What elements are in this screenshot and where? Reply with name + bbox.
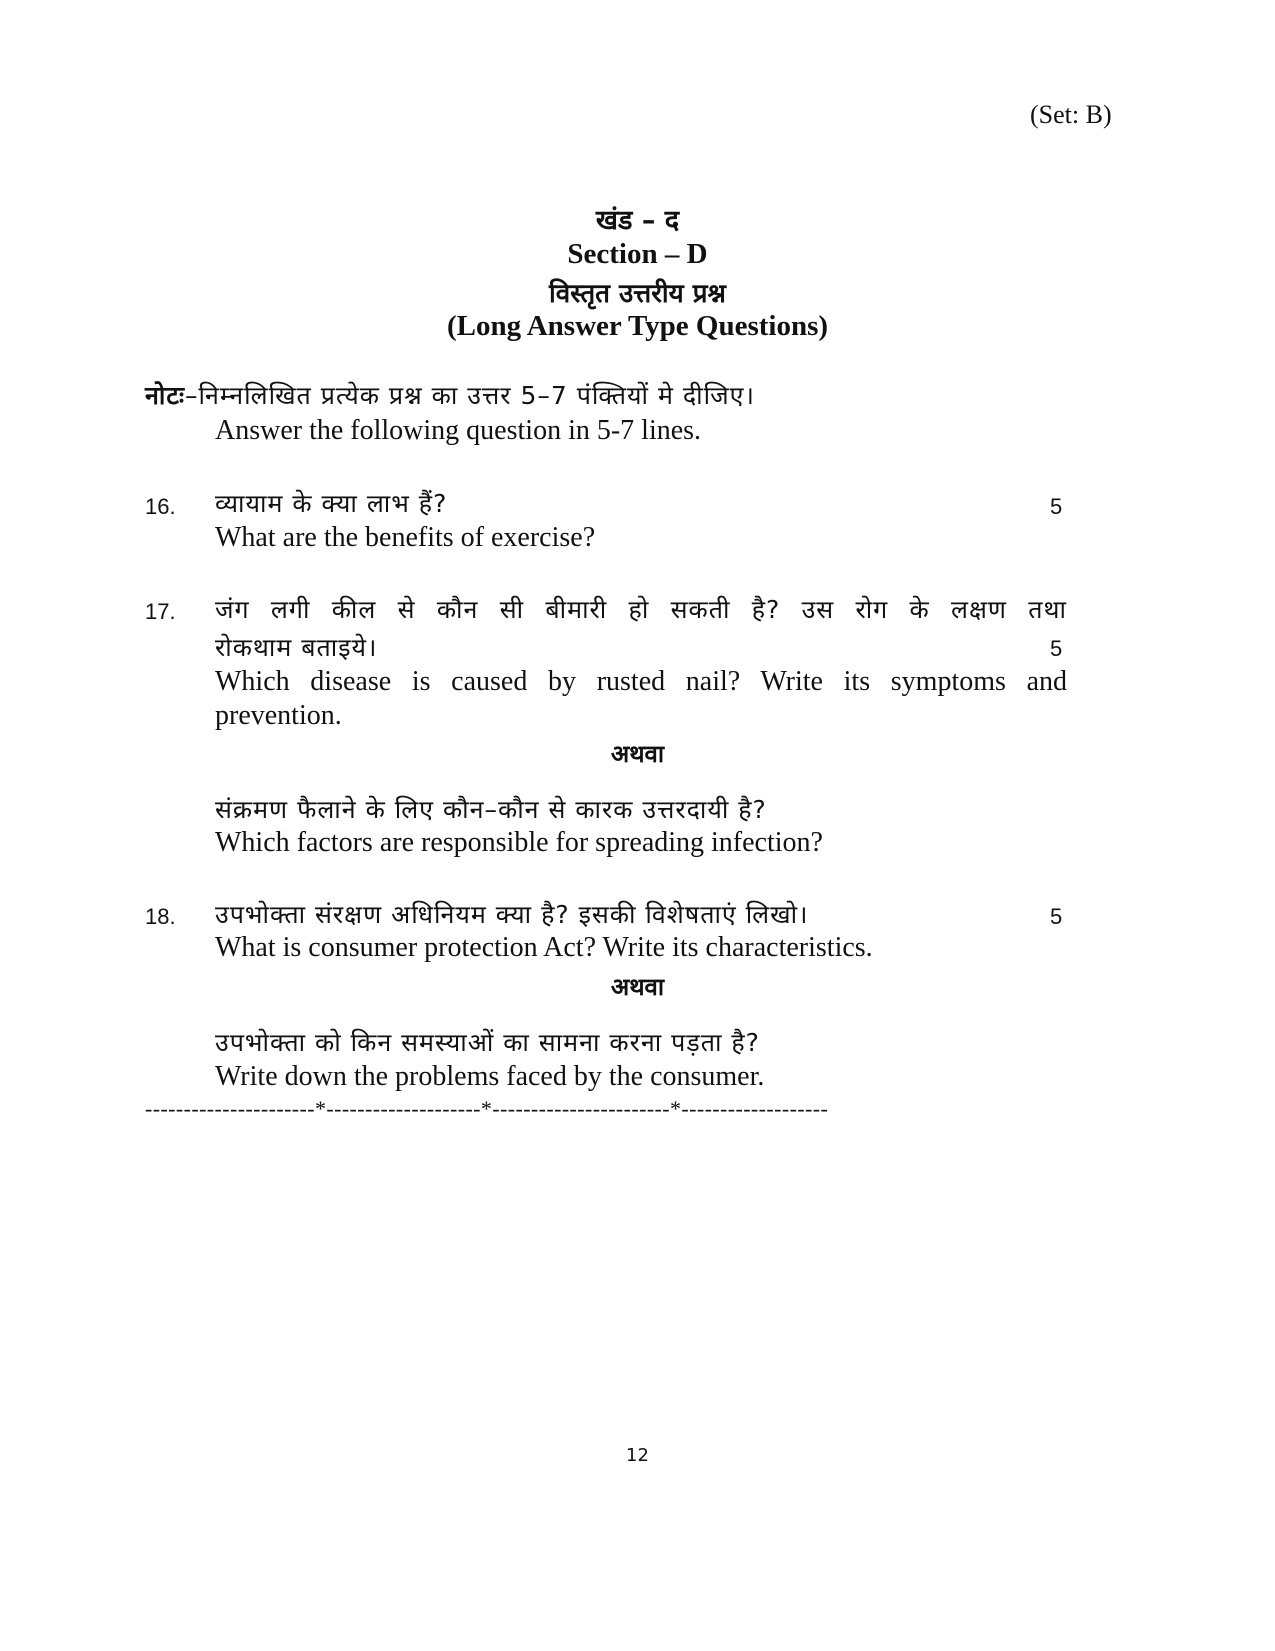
question-16-number: 16.: [145, 494, 176, 519]
question-18-marks: 5: [1050, 904, 1063, 929]
question-16-english: What are the benefits of exercise?: [215, 522, 596, 553]
note-hindi-line: [145, 378, 755, 412]
page-number: 12: [626, 1445, 649, 1466]
note-label: नोटः: [145, 381, 186, 410]
question-18-alt-hindi: उपभोक्ता को किन समस्याओं का सामना करना पड़ता है?: [215, 1028, 760, 1057]
section-english-title: Section – D: [567, 238, 708, 270]
question-17-english-line2: prevention.: [215, 700, 342, 731]
question-17-alt-english: Which factors are responsible for spreading infection?: [215, 827, 823, 858]
question-17-alt-hindi: संक्रमण फैलाने के लिए कौन–कौन से कारक उत्तरदायी है?: [215, 795, 767, 824]
question-18-number: 18.: [145, 904, 176, 929]
question-17-marks: 5: [1050, 636, 1063, 661]
question-16-marks: 5: [1050, 494, 1063, 519]
section-hindi-title: खंड – द: [595, 205, 680, 236]
note-english: Answer the following question in 5-7 lines.: [215, 415, 702, 446]
question-17-number: 17.: [145, 599, 176, 624]
set-label: (Set: B): [1030, 100, 1112, 129]
question-18-or-label: अथवा: [610, 973, 665, 1001]
question-18-hindi: उपभोक्ता संरक्षण अधिनियम क्या है? इसकी विशेषताएं लिखो।: [215, 900, 809, 929]
question-17-hindi-line1: जंग लगी कील से कौन सी बीमारी हो सकती है? उस रोग के लक्षण तथा: [215, 595, 1067, 624]
question-18-alt-english: Write down the problems faced by the consumer.: [215, 1061, 765, 1092]
note-hindi: –निम्नलिखित प्रत्येक प्रश्न का उत्तर 5–7 पंक्तियों मे दीजिए।: [185, 381, 755, 410]
section-english-subtitle: (Long Answer Type Questions): [446, 310, 829, 342]
question-17-english-line1: Which disease is caused by rusted nail? Write its symptoms and: [215, 666, 1067, 697]
section-hindi-subtitle: विस्तृत उत्तरीय प्रश्न: [549, 279, 726, 309]
question-17-or-label: अथवा: [610, 740, 665, 768]
end-divider: ----------------------*--------------------*-----------------------*-------------------: [145, 1096, 829, 1121]
question-16-hindi: व्यायाम के क्या लाभ हैं?: [215, 489, 448, 518]
question-17-hindi-line2: रोकथाम बताइये।: [215, 633, 378, 662]
question-18-english: What is consumer protection Act? Write its characteristics.: [215, 932, 873, 963]
